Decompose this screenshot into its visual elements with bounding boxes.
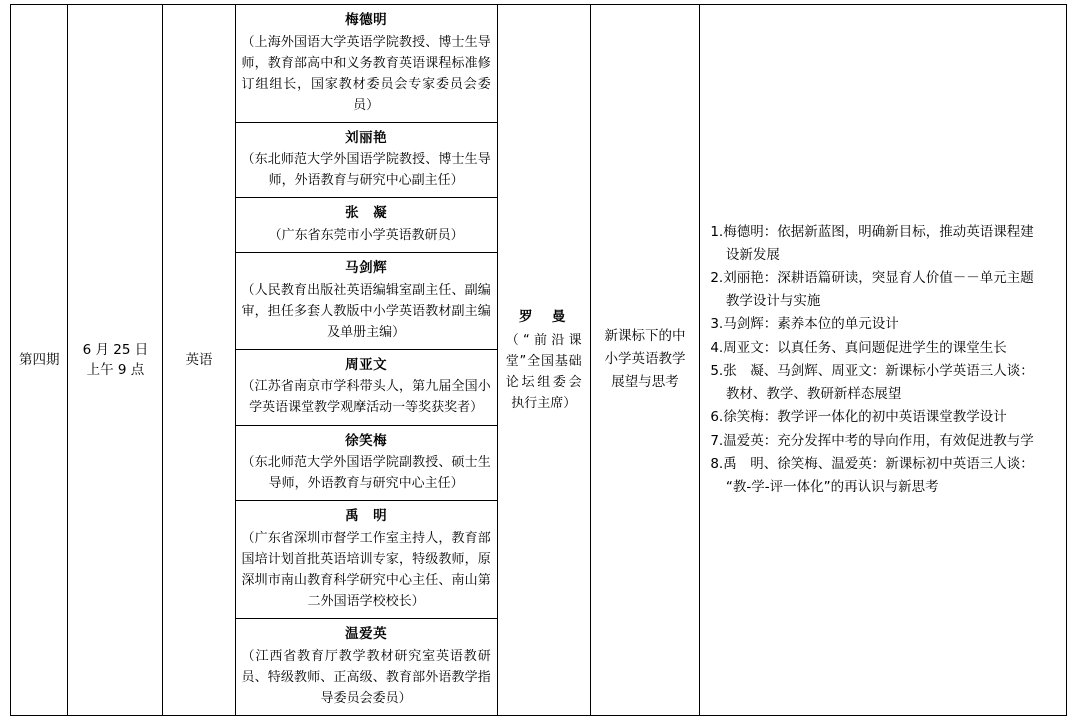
speaker-desc: （江西省教育厅教学教材研究室英语教研员、特级教师、正高级、教育部外语教学指导委员会委员） <box>241 648 491 706</box>
cell-period <box>11 5 68 716</box>
topic-item: 6.徐笑梅：教学评一体化的初中英语课堂教学设计 <box>710 409 1007 426</box>
topic-item-cont: 教学设计与实施 <box>725 293 821 310</box>
topics-list <box>700 215 1066 506</box>
speaker-row <box>236 425 497 501</box>
topic-item: 2.刘丽艳：深耕语篇研读，突显育人价值－－单元主题 <box>710 269 1034 286</box>
speaker-cell <box>236 349 497 425</box>
topic-item: 8.禹 明、徐笑梅、温爱英：新课标初中英语三人谈： <box>710 455 1034 472</box>
speaker-cell <box>236 425 497 501</box>
speaker-desc: （广东省深圳市督学工作室主持人，教育部国培计划首批英语培训专家，特级教师，原深圳市南山教育科学研究中心主任、南山第二外国语学校校长） <box>241 530 491 609</box>
host-block <box>498 302 590 418</box>
speaker-desc: （东北师范大学外国语学院教授、博士生导师，外语教育与研究中心副主任） <box>241 152 491 189</box>
cell-date <box>68 5 163 716</box>
speaker-cell <box>236 619 497 715</box>
cell-topics <box>700 5 1067 716</box>
topic-item-cont: 教材、教学、教研新样态展望 <box>725 386 902 403</box>
document-page <box>0 4 1077 706</box>
date-line-1: 6 月 25 日 <box>82 341 149 358</box>
period-label: 第四期 <box>18 351 60 368</box>
speaker-row <box>236 253 497 350</box>
speaker-row <box>236 501 497 619</box>
date-line-2: 上午 9 点 <box>86 361 145 378</box>
host-role: （“前沿课堂”全国基础论坛组委会执行主席） <box>505 332 582 412</box>
theme-line-2: 小学英语教学 <box>604 351 686 368</box>
table-row <box>11 5 1067 716</box>
speaker-name: 张 凝 <box>345 205 388 222</box>
topic-item: 1.梅德明：依据新蓝图，明确新目标，推动英语课程建 <box>710 223 1034 240</box>
cell-host <box>497 5 590 716</box>
theme-line-1: 新课标下的中 <box>604 328 686 345</box>
speaker-desc: （东北师范大学外国语学院副教授、硕士生导师，外语教育与研究中心主任） <box>241 455 491 492</box>
speaker-name: 梅德明 <box>345 12 388 28</box>
speaker-desc: （上海外国语大学英语学院教授、博士生导师，教育部高中和义务教育英语课程标准修订组组长，国家教材委员会专家委员会委员） <box>241 34 491 113</box>
topic-item-cont: “教-学-评一体化”的再认识与新思考 <box>725 478 939 495</box>
topic-item: 7.温爱英：充分发挥中考的导向作用，有效促进教与学 <box>710 432 1034 449</box>
speakers-table <box>236 5 497 715</box>
speaker-name: 禹 明 <box>345 508 388 525</box>
speaker-desc: （江苏省南京市学科带头人，第九届全国小学英语课堂教学观摩活动一等奖获奖者） <box>241 379 491 416</box>
theme-line-3: 展望与思考 <box>611 374 679 391</box>
speaker-name: 周亚文 <box>345 356 388 373</box>
speaker-name: 温爱英 <box>345 626 388 642</box>
schedule-table <box>10 4 1067 716</box>
speaker-cell <box>236 122 497 198</box>
speaker-name: 刘丽艳 <box>345 129 388 146</box>
speaker-cell <box>236 501 497 619</box>
cell-speakers <box>235 5 497 716</box>
speaker-row <box>236 5 497 122</box>
speaker-cell <box>236 253 497 350</box>
topic-item-cont: 设新发展 <box>725 246 780 263</box>
speaker-row <box>236 122 497 198</box>
speaker-row <box>236 198 497 253</box>
speaker-row <box>236 349 497 425</box>
subject-label: 英语 <box>185 351 213 368</box>
speaker-cell <box>236 198 497 253</box>
speaker-desc: （人民教育出版社英语编辑室副主任、副编审，担任多套人教版中小学英语教材副主编及单册主编） <box>241 282 491 340</box>
speaker-cell <box>236 5 497 122</box>
topic-item: 4.周亚文：以真任务、真问题促进学生的课堂生长 <box>710 339 1007 356</box>
speaker-row <box>236 619 497 715</box>
theme-block <box>591 321 700 398</box>
cell-theme <box>590 5 700 716</box>
speaker-desc: （广东省东莞市小学英语教研员） <box>268 228 464 244</box>
topic-item: 5.张 凝、马剑辉、周亚文：新课标小学英语三人谈： <box>710 362 1034 379</box>
cell-subject <box>163 5 235 716</box>
topic-item: 3.马剑辉：素养本位的单元设计 <box>710 316 899 333</box>
speaker-name: 马剑辉 <box>345 260 388 277</box>
host-name: 罗 曼 <box>518 308 569 325</box>
speaker-name: 徐笑梅 <box>345 432 388 449</box>
